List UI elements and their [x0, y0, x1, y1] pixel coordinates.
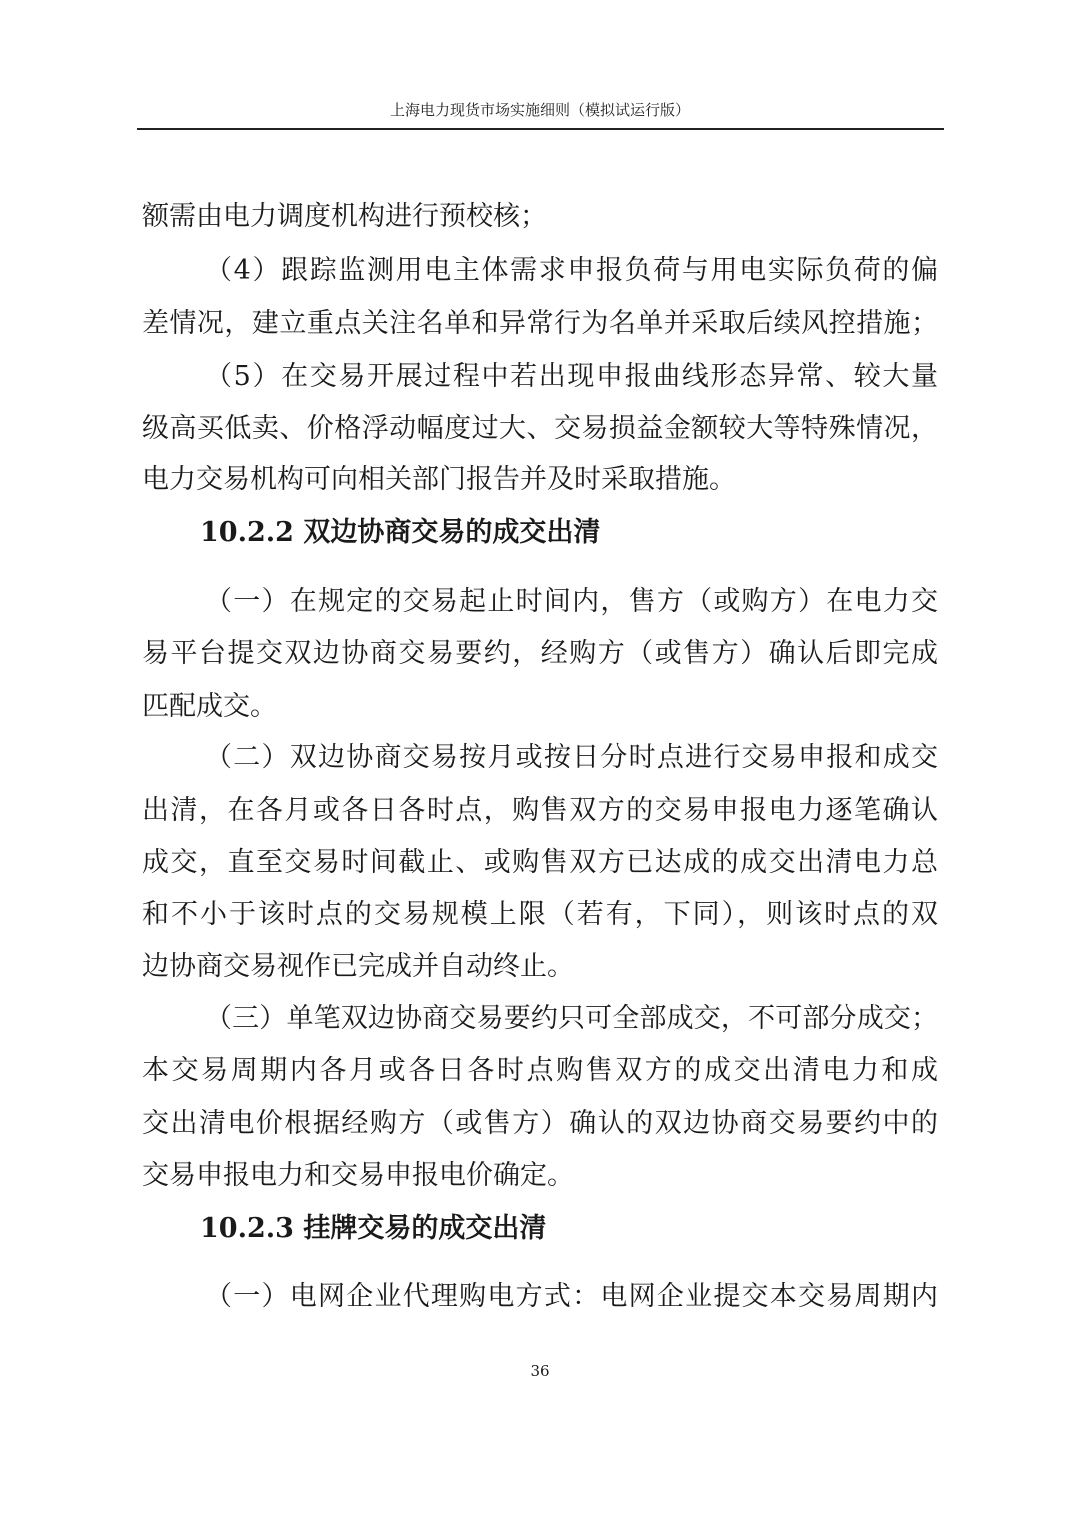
text-line: 差情况，建立重点关注名单和异常行为名单并采取后续风控措施；: [142, 308, 938, 339]
text-line: 电力交易机构可向相关部门报告并及时采取措施。: [142, 464, 736, 495]
section-heading: 10.2.2 双边协商交易的成交出清: [200, 517, 601, 548]
page-header: 上海电力现货市场实施细则（模拟试运行版）: [389, 101, 690, 119]
text-line: 和不小于该时点的交易规模上限（若有，下同），则该时点的双: [142, 899, 938, 930]
text-line: 交易申报电力和交易申报电价确定。: [142, 1160, 574, 1191]
text-line: （4）跟踪监测用电主体需求申报负荷与用电实际负荷的偏: [205, 255, 938, 286]
text-line: 易平台提交双边协商交易要约，经购方（或售方）确认后即完成: [142, 638, 938, 669]
text-line: 本交易周期内各月或各日各时点购售双方的成交出清电力和成: [142, 1055, 938, 1086]
text-line: 成交，直至交易时间截止、或购售双方已达成的成交出清电力总: [142, 847, 938, 878]
section-heading: 10.2.3 挂牌交易的成交出清: [200, 1213, 547, 1244]
header-rule: [137, 128, 944, 130]
text-line: （一）电网企业代理购电方式：电网企业提交本交易周期内: [205, 1281, 938, 1312]
text-line: 交出清电价根据经购方（或售方）确认的双边协商交易要约中的: [142, 1108, 938, 1139]
text-line: 出清，在各月或各日各时点，购售双方的交易申报电力逐笔确认: [142, 795, 938, 826]
text-line: 额需由电力调度机构进行预校核；: [142, 201, 547, 232]
text-line: 匹配成交。: [142, 691, 277, 722]
text-line: （三）单笔双边协商交易要约只可全部成交，不可部分成交；: [205, 1003, 938, 1034]
text-line: 级高买低卖、价格浮动幅度过大、交易损益金额较大等特殊情况，: [142, 413, 938, 444]
text-line: （二）双边协商交易按月或按日分时点进行交易申报和成交: [205, 742, 938, 773]
text-line: （一）在规定的交易起止时间内，售方（或购方）在电力交: [205, 586, 938, 617]
text-line: （5）在交易开展过程中若出现申报曲线形态异常、较大量: [205, 361, 938, 392]
page-number: 36: [530, 1362, 550, 1380]
text-line: 边协商交易视作已完成并自动终止。: [142, 951, 574, 982]
